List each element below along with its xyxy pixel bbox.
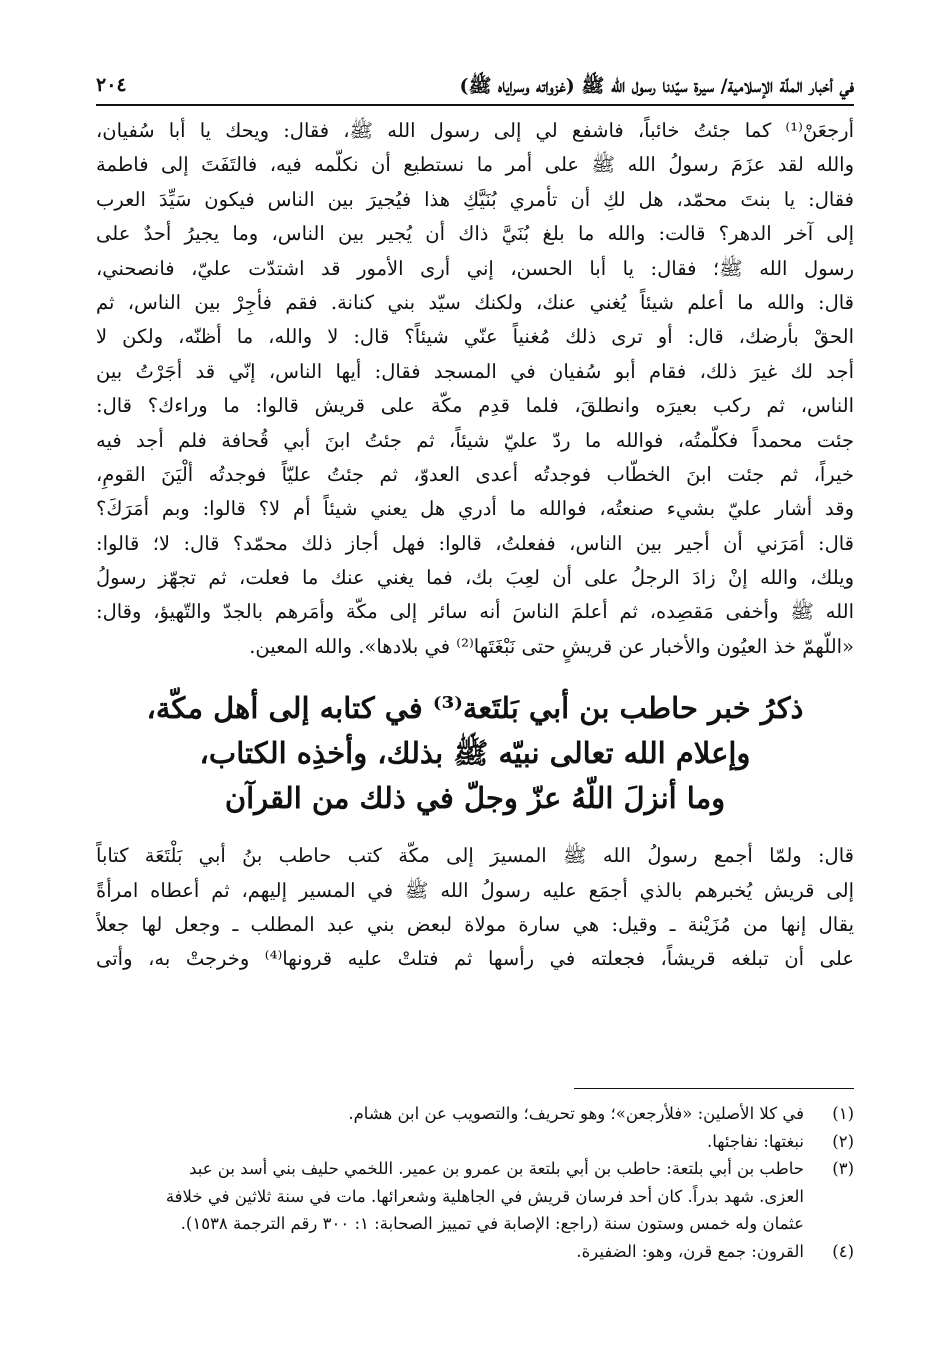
text-line: ويلك، والله إنْ زادَ الرجلُ على أن لعِبَ بك، فما يغني عنك ما فعلت، ثم تجهّز رسولُ: [96, 566, 854, 590]
section-paragraph: [96, 839, 854, 977]
text-line: قال: والله ما أعلم شيئاً يُغني عنك، ولكنك سيّد بني كنانة. فقم فأجِرْ بين الناس، ثم: [96, 290, 854, 314]
footnote-text: حاطب بن أبي بلتعة: حاطب بن أبي بلتعة بن عمرو بن عمير. اللخمي حليف بني أسد بن عبد: [189, 1159, 804, 1178]
chapter-heading-line: وإعلام الله تعالى نبيّه ﷺ بذلك، وأخذِه الكتاب،: [199, 736, 751, 771]
text-line: الحقْ بأرضك، قال: أو ترى ذلك مُغنياً عنّي شيئاً؟ قال: لا والله، ما أظنّه، ولكن لا: [96, 325, 854, 349]
footnote: [96, 1128, 854, 1156]
text-line: أرجعَنْ⁽¹⁾ كما جئتُ خائباً، فاشفع لي إلى رسول الله ﷺ، فقال: ويحك يا أبا سُفيان،: [96, 119, 854, 142]
text-line: أجد لك غيرَ ذلك، فقام أبو سُفيان في المسجد فقال: أيها الناس، إنّي قد أجَرْتُ بين: [96, 359, 854, 383]
text-line: يقال إنها من مُزَيْنة ـ وقيل: هي سارة مولاة لبعض بني عبد المطلب ـ وجعل لها جعلاً: [96, 913, 854, 937]
text-line: إلى قريش يُخبرهم بالذي أجمَع عليه رسولُ الله ﷺ في المسير إليهم، ثم أعطاه امرأةً: [96, 878, 854, 902]
footnote-number: (٢): [832, 1131, 854, 1151]
footnote-number: (٤): [832, 1241, 854, 1261]
footnote: [96, 1155, 854, 1238]
text-line: على أن تبلغه قريشاً، فجعلته في رأسها ثم فتلتْ عليه قرونها⁽⁴⁾ وخرجتْ به، وأتى: [96, 947, 854, 971]
footnote: [96, 1100, 854, 1128]
text-line: «اللّهمّ خذ العيُون والأخبار عن قريشٍ حتى نَبْغَتَها⁽²⁾ في بلادها». والله المعين.: [249, 634, 854, 658]
footnote-divider: [574, 1088, 854, 1089]
running-title: في أخبار الملّة الإسلامية/ سيرة سيّدنا رسول الله ﷺ (غزواته وسراياه ﷺ): [459, 75, 854, 97]
running-header: [96, 70, 854, 106]
book-page: [96, 70, 854, 1340]
footnote-text: نبغتها: نفاجئها.: [707, 1131, 804, 1151]
footnote-text: القرون: جمع قرن، وهو: الضفيرة.: [576, 1241, 804, 1261]
footnotes: [96, 1100, 854, 1265]
text-line: جئت محمداً فكلّمتُه، فوالله ما ردّ عليّ شيئاً، ثم جئتُ ابنَ أبي قُحافة فلم أجد فيه: [96, 428, 854, 452]
text-line: خيراً، ثم جئت ابنَ الخطّاب فوجدتُه أعدى العدوّ، ثم جئتُ عليّاً فوجدتُه ألْيَنَ القومِ،: [96, 462, 854, 486]
text-line: قال: ولمّا أجمع رسولُ الله ﷺ المسيرَ إلى مكّة كتب حاطب بنُ أبي بَلْتَعَة كتاباً: [96, 844, 854, 868]
chapter-heading-line: ذكرُ خبر حاطب بن أبي بَلتَعة⁽³⁾ في كتابه إلى أهل مكّة،: [146, 691, 804, 726]
footnote-number: (٣): [832, 1159, 854, 1178]
text-line: قال: أمَرَني أن أجير بين الناس، ففعلتُ، قالوا: فهل أجاز ذلك محمّد؟ قال: لا؛ قالوا:: [96, 531, 854, 555]
text-line: إلى آخر الدهر؟ قالت: والله ما بلغ بُنَيَّ ذاك أن يُجير بين الناس، وما يجيرُ أحدٌ على: [96, 222, 854, 246]
text-line: الله ﷺ وأخفى مَقصِده، ثم أعلمَ الناسَ أنه سائر إلى مكّة وأمَرهم بالجدّ والتّهيؤ، وقال:: [96, 600, 854, 624]
footnote-text: عثمان وله خمس وستون سنة (راجع: الإصابة في تمييز الصحابة: ١: ٣٠٠ رقم الترجمة ١٥٣٨).: [180, 1214, 804, 1233]
text-line: الناس، ثم ركب بعيرَه وانطلقَ، فلما قدِم مكّة على قريش قالوا: ما وراءك؟ قال:: [96, 394, 854, 418]
chapter-heading: [96, 686, 854, 821]
page-number: ٢٠٤: [96, 74, 127, 96]
text-line: وقد أشار عليّ بشيء صنعتُه، فوالله ما أدري هل يعني شيئاً أم لا؟ قالوا: وبم أمَرَكَ؟: [96, 497, 854, 521]
text-line: رسول الله ﷺ؛ فقال: يا أبا الحسن، إني أرى الأمور قد اشتدّت عليّ، فانصحني،: [96, 256, 854, 280]
body-paragraph: [96, 114, 854, 664]
text-line: والله لقد عزَمَ رسولُ الله ﷺ على أمر ما نستطيع أن نكلّمه فيه، فالتَفَتَ إلى فاطمة: [96, 153, 854, 177]
footnote-text: العزى. شهد بدراً. كان أحد فرسان قريش في الجاهلية وشعرائها. مات في سنة ثلاثين في خلافة: [165, 1186, 804, 1206]
text-line: فقال: يا بنتَ محمّد، هل لكِ أن تأمري بُنَيَّكِ هذا فيُجيرَ بين الناس فيكون سَيِّدَ العرب: [96, 187, 854, 211]
chapter-heading-line: وما أنزلَ اللّهُ عزّ وجلّ في ذلك من القرآن: [224, 781, 726, 816]
footnote-text: في كلا الأصلين: «فلأرجعن»؛ وهو تحريف؛ والتصويب عن ابن هشام.: [348, 1104, 804, 1123]
footnote: [96, 1238, 854, 1266]
footnote-number: (١): [832, 1104, 854, 1123]
